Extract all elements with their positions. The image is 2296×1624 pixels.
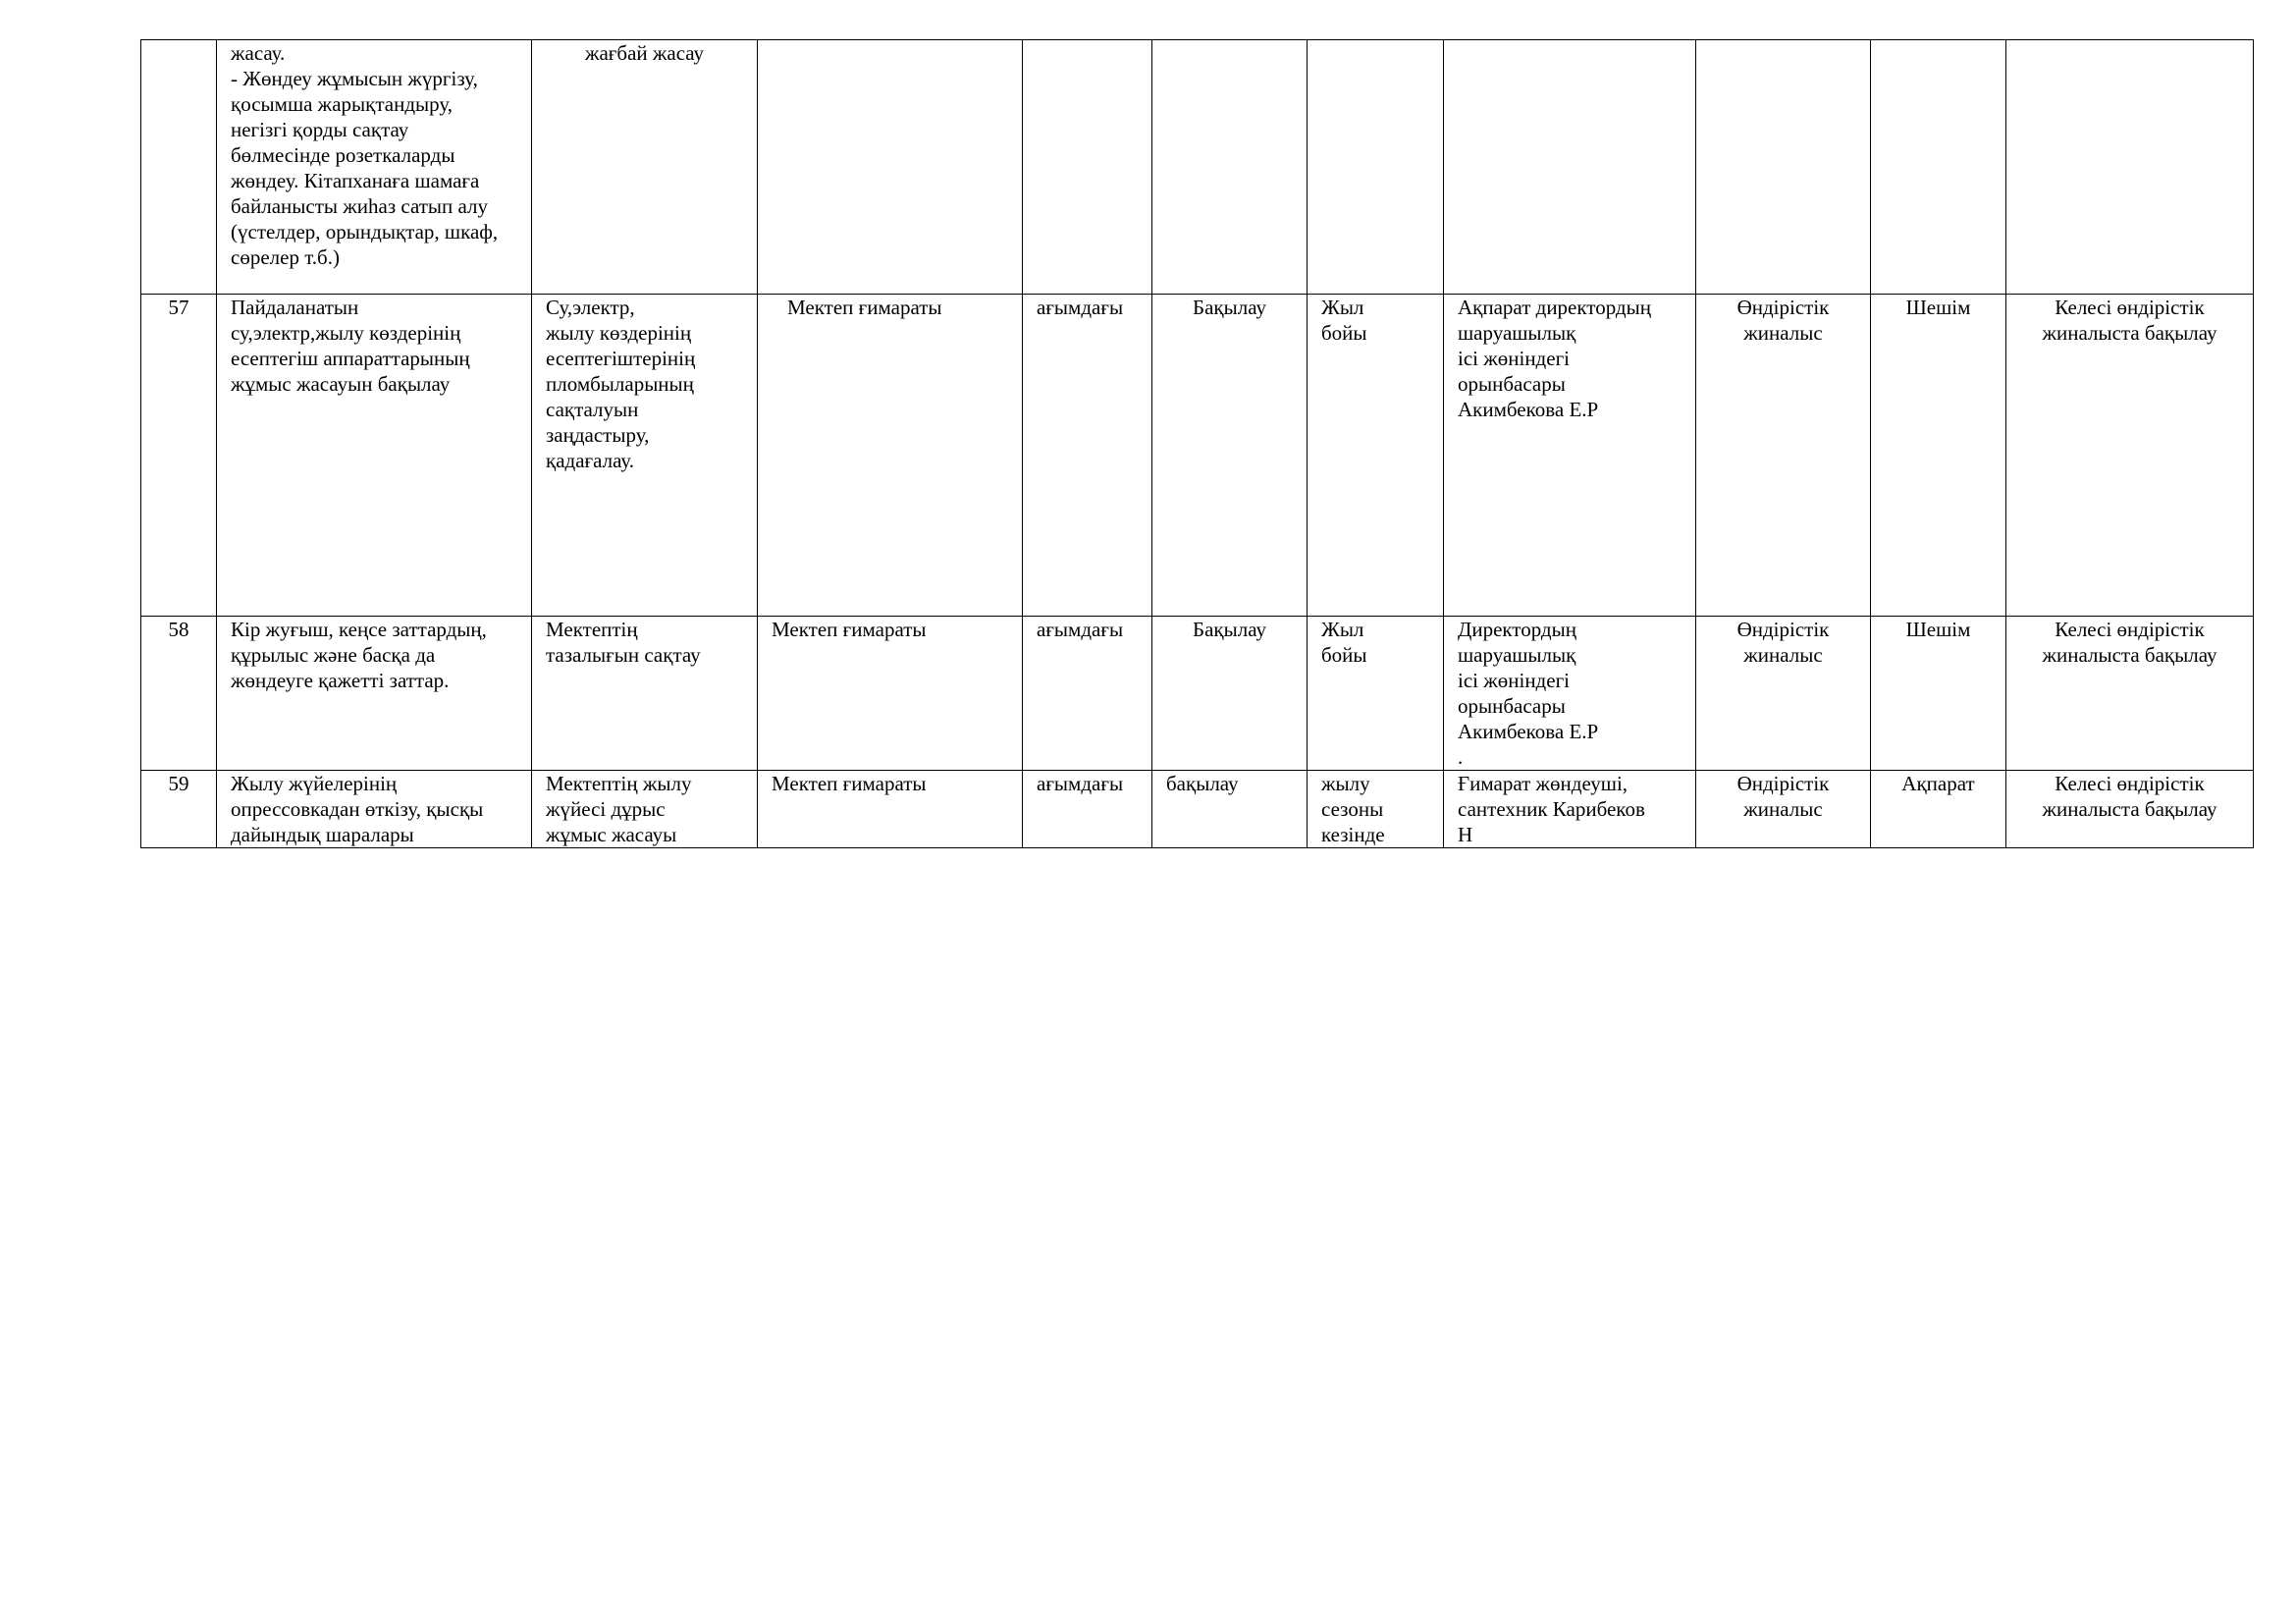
cell-text-line: есептегіш аппараттарының: [231, 347, 470, 370]
cell-text-line: опрессовкадан өткізу, қысқы: [231, 797, 484, 821]
cell-text-line: Мектеп ғимараты: [772, 772, 927, 795]
cell-text-line: Өндірістік: [1736, 618, 1830, 641]
discussion-cell: [1696, 617, 1871, 771]
cell-text-line: жағбай жасау: [584, 41, 705, 65]
table-row: [141, 295, 2254, 617]
cell-text-line: Ақпарат: [1901, 772, 1975, 795]
cell-text-line: қадағалау.: [546, 449, 635, 472]
cell-text-line: негізгі қорды сақтау: [231, 118, 409, 141]
type-cell: [1023, 617, 1152, 771]
cell-text-line: Жылу жүйелерінің: [231, 772, 398, 795]
cell-text-line: пломбыларының: [546, 372, 694, 396]
cell-text-line: Бақылау: [1193, 296, 1266, 319]
row-number-cell: [141, 295, 217, 617]
form-cell: [1152, 771, 1308, 848]
control-cell: [2006, 617, 2254, 771]
purpose-cell: [532, 295, 758, 617]
cell-text: 58: [168, 618, 189, 641]
cell-text-line: Өндірістік: [1736, 296, 1830, 319]
description-cell: [217, 40, 532, 295]
purpose-cell: [532, 617, 758, 771]
period-cell: [1308, 295, 1444, 617]
cell-text-line: Су,электр,: [546, 296, 635, 319]
cell-text-line: Пайдаланатын: [231, 296, 359, 319]
control-cell: [2006, 40, 2254, 295]
purpose-cell: [532, 40, 758, 295]
cell-text-line: су,электр,жылу көздерінің: [231, 321, 461, 345]
responsible-cell: [1444, 617, 1696, 771]
responsible-cell: [1444, 771, 1696, 848]
cell-text-line: сантехник Карибеков: [1458, 797, 1645, 821]
result-cell: [1871, 771, 2006, 848]
description-cell: [217, 295, 532, 617]
cell-text-line: ағымдағы: [1037, 772, 1124, 795]
cell-text-line: қосымша жарықтандыру,: [231, 92, 453, 116]
cell-text-line: Шешім: [1905, 618, 1971, 641]
cell-text-line: тазалығын сақтау: [546, 643, 701, 667]
cell-text-line: жиналыс: [1743, 797, 1823, 821]
cell-text-line: жұмыс жасауы: [546, 823, 677, 846]
cell-text-line: Шешім: [1905, 296, 1971, 319]
table-row: [141, 771, 2254, 848]
cell-text-line: Келесі өндірістік: [2055, 772, 2205, 795]
object-cell: [758, 295, 1023, 617]
cell-text-line: жасау.: [231, 41, 286, 65]
cell-text-line: Н: [1458, 823, 1473, 846]
cell-text-line: орынбасары: [1458, 694, 1566, 718]
cell-text-line: жұмыс жасауын бақылау: [231, 372, 451, 396]
cell-text-line: жылу көздерінің: [546, 321, 692, 345]
form-cell: [1152, 40, 1308, 295]
cell-text-line: Өндірістік: [1736, 772, 1830, 795]
type-cell: [1023, 40, 1152, 295]
object-cell: [758, 40, 1023, 295]
cell-text-line: сөрелер т.б.): [231, 245, 340, 269]
row-number-cell: [141, 771, 217, 848]
cell-text-line: Жыл: [1321, 296, 1364, 319]
cell-text-line: Кір жуғыш, кеңсе заттардың,: [231, 618, 487, 641]
discussion-cell: [1696, 295, 1871, 617]
cell-text-line: дайындық шаралары: [231, 823, 414, 846]
cell-text-line: жөндеу. Кітапханаға шамаға: [231, 169, 480, 192]
row-number-cell: [141, 617, 217, 771]
result-cell: [1871, 617, 2006, 771]
cell-text-line: жылу: [1321, 772, 1370, 795]
cell-text-line: - Жөндеу жұмысын жүргізу,: [231, 67, 478, 90]
result-cell: [1871, 40, 2006, 295]
cell-text-line: бөлмесінде розеткаларды: [231, 143, 455, 167]
period-cell: [1308, 771, 1444, 848]
control-cell: [2006, 295, 2254, 617]
cell-text-line: жиналыста бақылау: [2042, 321, 2217, 345]
type-cell: [1023, 771, 1152, 848]
cell-text-line: бақылау: [1166, 772, 1239, 795]
responsible-cell: [1444, 40, 1696, 295]
cell-text-line: есептегіштерінің: [546, 347, 696, 370]
form-cell: [1152, 617, 1308, 771]
control-plan-table: [140, 39, 2254, 848]
cell-text-line: Акимбекова Е.Р: [1458, 720, 1599, 743]
cell-text-line: құрылыс және басқа да: [231, 643, 436, 667]
cell-text-line: сезоны: [1321, 797, 1384, 821]
cell-text-line: Жыл: [1321, 618, 1364, 641]
row-number-cell: [141, 40, 217, 295]
cell-text-line: .: [1458, 745, 1464, 769]
cell-text-line: жиналыста бақылау: [2042, 643, 2217, 667]
purpose-cell: [532, 771, 758, 848]
cell-text: 59: [168, 772, 189, 795]
cell-text-line: байланысты жиһаз сатып алу: [231, 194, 488, 218]
cell-text-line: орынбасары: [1458, 372, 1566, 396]
cell-text-line: Ақпарат директордың: [1458, 296, 1651, 319]
cell-text-line: Бақылау: [1193, 618, 1266, 641]
result-cell: [1871, 295, 2006, 617]
control-cell: [2006, 771, 2254, 848]
cell-text-line: Мектептің: [546, 618, 638, 641]
cell-text-line: бойы: [1321, 321, 1367, 345]
cell-text-line: ағымдағы: [1037, 296, 1124, 319]
cell-text-line: шаруашылық: [1458, 643, 1576, 667]
cell-text-line: Мектеп ғимараты: [772, 618, 927, 641]
cell-text-line: Акимбекова Е.Р: [1458, 398, 1599, 421]
cell-text-line: ағымдағы: [1037, 618, 1124, 641]
cell-text-line: жиналыс: [1743, 321, 1823, 345]
cell-text-line: жөндеуге қажетті заттар.: [231, 669, 450, 692]
description-cell: [217, 617, 532, 771]
cell-text-line: Мектептің жылу: [546, 772, 692, 795]
description-cell: [217, 771, 532, 848]
type-cell: [1023, 295, 1152, 617]
cell-text-line: ісі жөніндегі: [1458, 347, 1571, 370]
cell-text-line: шаруашылық: [1458, 321, 1576, 345]
cell-text-line: Мектеп ғимараты: [787, 296, 942, 319]
cell-text-line: кезінде: [1321, 823, 1385, 846]
form-cell: [1152, 295, 1308, 617]
object-cell: [758, 771, 1023, 848]
cell-text-line: (үстелдер, орындықтар, шкаф,: [231, 220, 499, 244]
period-cell: [1308, 40, 1444, 295]
responsible-cell: [1444, 295, 1696, 617]
table-row: [141, 617, 2254, 771]
period-cell: [1308, 617, 1444, 771]
cell-text-line: жүйесі дұрыс: [546, 797, 666, 821]
cell-text-line: Келесі өндірістік: [2055, 618, 2205, 641]
discussion-cell: [1696, 771, 1871, 848]
cell-text-line: жиналыста бақылау: [2042, 797, 2217, 821]
cell-text-line: Келесі өндірістік: [2055, 296, 2205, 319]
cell-text-line: Директордың: [1458, 618, 1576, 641]
discussion-cell: [1696, 40, 1871, 295]
cell-text-line: заңдастыру,: [546, 423, 650, 447]
object-cell: [758, 617, 1023, 771]
cell-text: 57: [168, 296, 189, 319]
cell-text-line: сақталуын: [546, 398, 639, 421]
table-row: [141, 40, 2254, 295]
cell-text-line: бойы: [1321, 643, 1367, 667]
cell-text-line: ісі жөніндегі: [1458, 669, 1571, 692]
cell-text-line: Ғимарат жөндеуші,: [1458, 772, 1629, 795]
cell-text-line: жиналыс: [1743, 643, 1823, 667]
